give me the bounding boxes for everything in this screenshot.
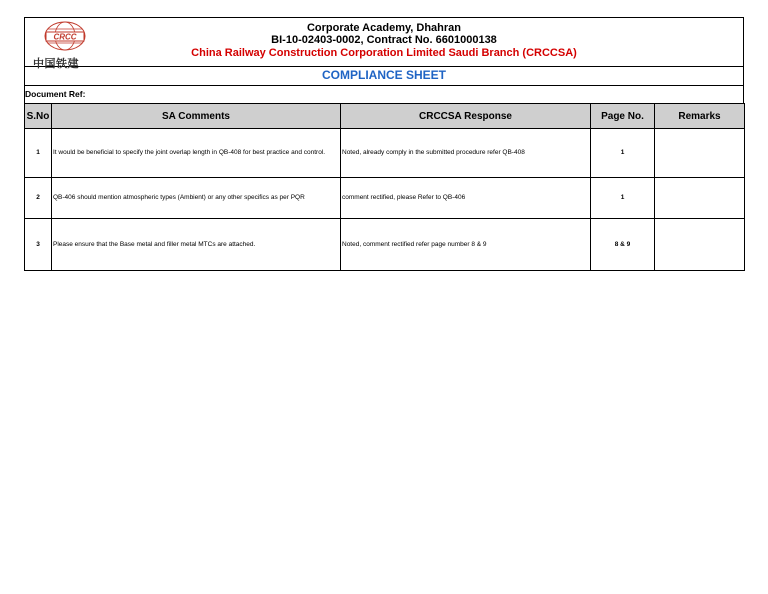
column-header-remarks: Remarks (655, 104, 745, 129)
cell-sa-comment: It would be beneficial to specify the joint overlap length in QB-408 for best practice and control. (52, 129, 341, 178)
table-row (25, 178, 745, 219)
compliance-table (24, 103, 745, 271)
cell-response: comment rectified, please Refer to QB-406 (341, 178, 591, 219)
cell-page-no: 1 (591, 129, 655, 178)
table-header-row (25, 104, 745, 129)
header-line-1: Corporate Academy, Dhahran (306, 22, 462, 34)
logo-chinese-text: 中国铁建 (33, 57, 79, 70)
document-ref-label: Document Ref: (24, 86, 744, 103)
table-row (25, 219, 745, 271)
cell-sno: 1 (25, 129, 52, 178)
column-header-sno: S.No (25, 104, 52, 129)
cell-page-no: 1 (591, 178, 655, 219)
header-line-3: China Railway Construction Corporation Limited Saudi Branch (CRCCSA) (191, 47, 577, 59)
cell-sno: 2 (25, 178, 52, 219)
column-header-crccsa-response: CRCCSA Response (341, 104, 591, 129)
cell-remarks (655, 178, 745, 219)
page-title: COMPLIANCE SHEET (24, 67, 744, 86)
cell-sa-comment: QB-406 should mention atmospheric types (Ambient) or any other specifics as per PQR (52, 178, 341, 219)
table-row (25, 129, 745, 178)
cell-response: Noted, already comply in the submitted procedure refer QB-408 (341, 129, 591, 178)
cell-page-no: 8 & 9 (591, 219, 655, 271)
header-line-2: BI-10-02403-0002, Contract No. 6601000138 (271, 34, 497, 46)
cell-remarks (655, 219, 745, 271)
cell-sno: 3 (25, 219, 52, 271)
column-header-page-no: Page No. (591, 104, 655, 129)
column-header-sa-comments: SA Comments (52, 104, 341, 129)
cell-response: Noted, comment rectified refer page number 8 & 9 (341, 219, 591, 271)
cell-sa-comment: Please ensure that the Base metal and filler metal MTCs are attached. (52, 219, 341, 271)
logo-mark-text: CRCC (53, 32, 77, 42)
document-header (24, 17, 744, 70)
compliance-sheet (24, 17, 744, 271)
cell-remarks (655, 129, 745, 178)
